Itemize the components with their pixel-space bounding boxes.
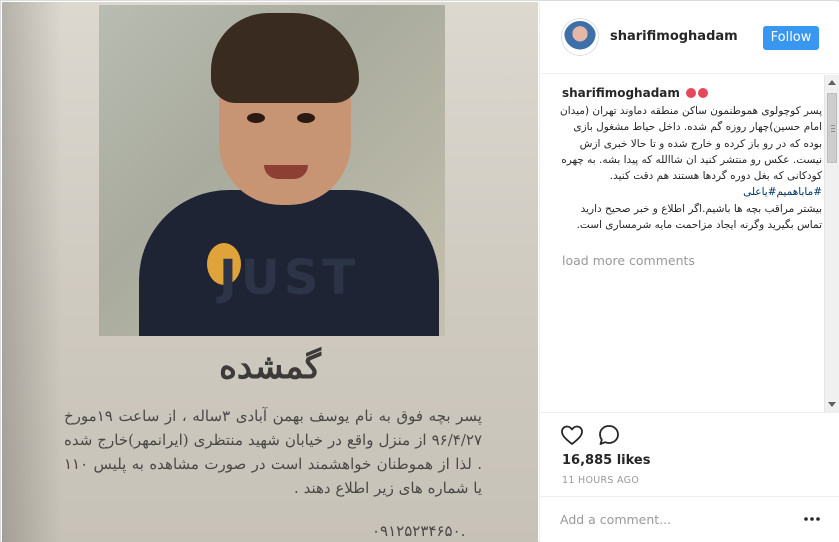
avatar[interactable] <box>562 19 598 55</box>
add-comment-input[interactable] <box>560 509 790 529</box>
caption-part-2: بیشتر مراقب بچه ها باشیم.اگر اطلاع و خبر صحیح دارید تماس بگیرید وگرنه ایجاد مزاحمت مایه شرمساری است. <box>576 202 822 232</box>
poster-shadow <box>2 2 62 542</box>
likes-count[interactable]: 16,885 likes <box>562 453 651 468</box>
post-actions <box>540 412 839 492</box>
poster-body: پسر بچه فوق به نام یوسف بهمن آبادی ۳ساله ، از ساعت ۱۹مورخ ۹۶/۴/۲۷ از منزل واقع در خیابان شهید منتظری (ایرانمهر)خارج شده . لذا از هموطنان خواهشمند است در صورت مشاهده به پلیس ۱۱۰ یا شماره های زیر اطلاع دهند . <box>64 407 482 497</box>
shirt-print-text: JUST <box>219 250 360 306</box>
scrollbar-grip <box>831 128 835 129</box>
comment-icon[interactable] <box>597 423 621 447</box>
load-more-comments-link[interactable]: load more comments <box>562 253 695 268</box>
scroll-up-arrow-icon[interactable] <box>828 80 836 85</box>
scrollbar-grip <box>831 131 835 132</box>
heart-icon[interactable] <box>560 423 584 447</box>
scroll-down-arrow-icon[interactable] <box>828 402 836 407</box>
comments-area <box>540 75 824 410</box>
caption-username[interactable] <box>562 86 708 100</box>
header-username[interactable]: sharifimoghadam <box>610 29 738 44</box>
poster-phone: ۰۹۱۲۵۲۳۴۶۵۰. <box>372 522 466 540</box>
caption-hashtags[interactable]: #ماباهمیم#یاعلی <box>743 186 822 199</box>
follow-button[interactable]: Follow <box>763 26 819 50</box>
poster-title: گمشده <box>219 347 321 387</box>
scrollbar-thumb[interactable] <box>827 93 837 163</box>
child-eye-right <box>297 113 315 123</box>
caption-username-text[interactable]: sharifimoghadam <box>562 86 680 100</box>
more-options-icon[interactable] <box>802 509 822 529</box>
post-header <box>540 2 839 74</box>
caption-part-1: پسر کوچولوی هموطنمون ساکن منطقه دماوند تهران (میدان امام حسین)چهار روزه گم شده. داخل حیاط مشغول بازی بوده که در رو باز کرده و خارج شده و تا حالا خبری ازش نیست. عکس رو منتشر کنید ان شاالله که پیدا بشه. به چهره کودکانی که بغل دوره گردها هستند هم دقت کنید. <box>560 105 822 183</box>
caption-text <box>560 103 822 233</box>
scrollbar-grip <box>831 125 835 126</box>
child-eye-left <box>247 113 265 123</box>
red-circle-emoji-icon <box>698 88 708 98</box>
post-side-panel <box>539 2 839 542</box>
red-circle-emoji-icon <box>686 88 696 98</box>
child-photo <box>99 5 445 336</box>
add-comment-bar <box>540 496 839 542</box>
post-timestamp[interactable]: 11 HOURS AGO <box>562 475 640 486</box>
post-image[interactable] <box>2 2 538 542</box>
comments-scrollbar[interactable] <box>824 75 839 412</box>
